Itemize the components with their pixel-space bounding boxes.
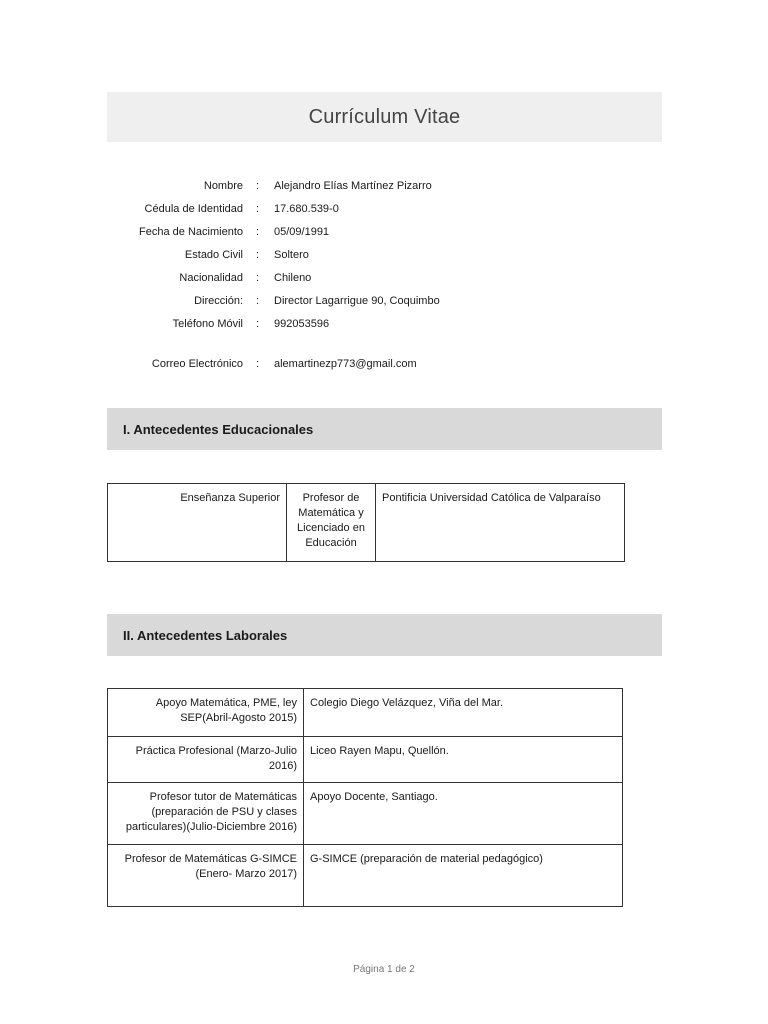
personal-colon: : [256,358,260,370]
personal-colon: : [256,249,260,261]
personal-value: Chileno [274,272,312,284]
personal-label: Dirección: [194,295,243,307]
work-role: Profesor tutor de Matemáticas (preparación de PSU y clases particulares)(Julio-Diciembre 2016) [108,783,304,845]
personal-label: Nacionalidad [179,272,243,284]
personal-row-nationality [0,270,768,286]
personal-row-civil-status [0,247,768,263]
personal-label: Cédula de Identidad [144,203,243,215]
title-band [107,92,662,142]
personal-label: Nombre [203,180,243,192]
education-institution: Pontificia Universidad Católica de Valparaíso [376,484,625,562]
section-heading-work [107,614,662,656]
education-degree: Profesor de Matemática y Licenciado en Educación [287,484,376,562]
section-title: I. Antecedentes Educacionales [123,421,314,437]
work-role: Profesor de Matemáticas G-SIMCE (Enero- Marzo 2017) [108,845,304,907]
personal-value: 992053596 [274,318,330,330]
personal-label: Correo Electrónico [151,358,243,370]
personal-value: Soltero [274,249,309,261]
document-title: Currículum Vitae [308,105,461,128]
email-value: alemartinezp773@gmail.com [274,358,417,370]
work-role: Práctica Profesional (Marzo-Julio 2016) [108,737,304,783]
work-role: Apoyo Matemática, PME, ley SEP(Abril-Agosto 2015) [108,689,304,737]
personal-label: Teléfono Móvil [172,318,243,330]
section-title: II. Antecedentes Laborales [123,627,288,643]
personal-row-birthdate [0,224,768,240]
table-row [108,484,625,562]
personal-row-phone [0,316,768,332]
personal-colon: : [256,295,260,307]
work-place: G-SIMCE (preparación de material pedagógico) [304,845,623,907]
personal-label: Estado Civil [184,249,243,261]
personal-row-address [0,293,768,309]
education-table [107,483,625,562]
personal-value: 05/09/1991 [274,226,330,238]
personal-colon: : [256,203,260,215]
personal-colon: : [256,226,260,238]
table-row [108,689,623,737]
personal-label: Fecha de Nacimiento [139,226,243,238]
personal-row-name [0,178,768,194]
work-place: Colegio Diego Velázquez, Viña del Mar. [304,689,623,737]
personal-value: 17.680.539-0 [274,203,339,215]
work-place: Liceo Rayen Mapu, Quellón. [304,737,623,783]
personal-colon: : [256,272,260,284]
personal-colon: : [256,318,260,330]
education-level: Enseñanza Superior [108,484,287,562]
page-number: Página 1 de 2 [353,964,415,975]
personal-row-email [0,356,768,372]
table-row [108,845,623,907]
table-row [108,783,623,845]
personal-row-id [0,201,768,217]
section-heading-education [107,408,662,450]
personal-value: Director Lagarrigue 90, Coquimbo [274,295,440,307]
personal-value: Alejandro Elías Martínez Pizarro [274,180,432,192]
table-row [108,737,623,783]
work-place: Apoyo Docente, Santiago. [304,783,623,845]
work-table [107,688,623,907]
personal-colon: : [256,180,260,192]
